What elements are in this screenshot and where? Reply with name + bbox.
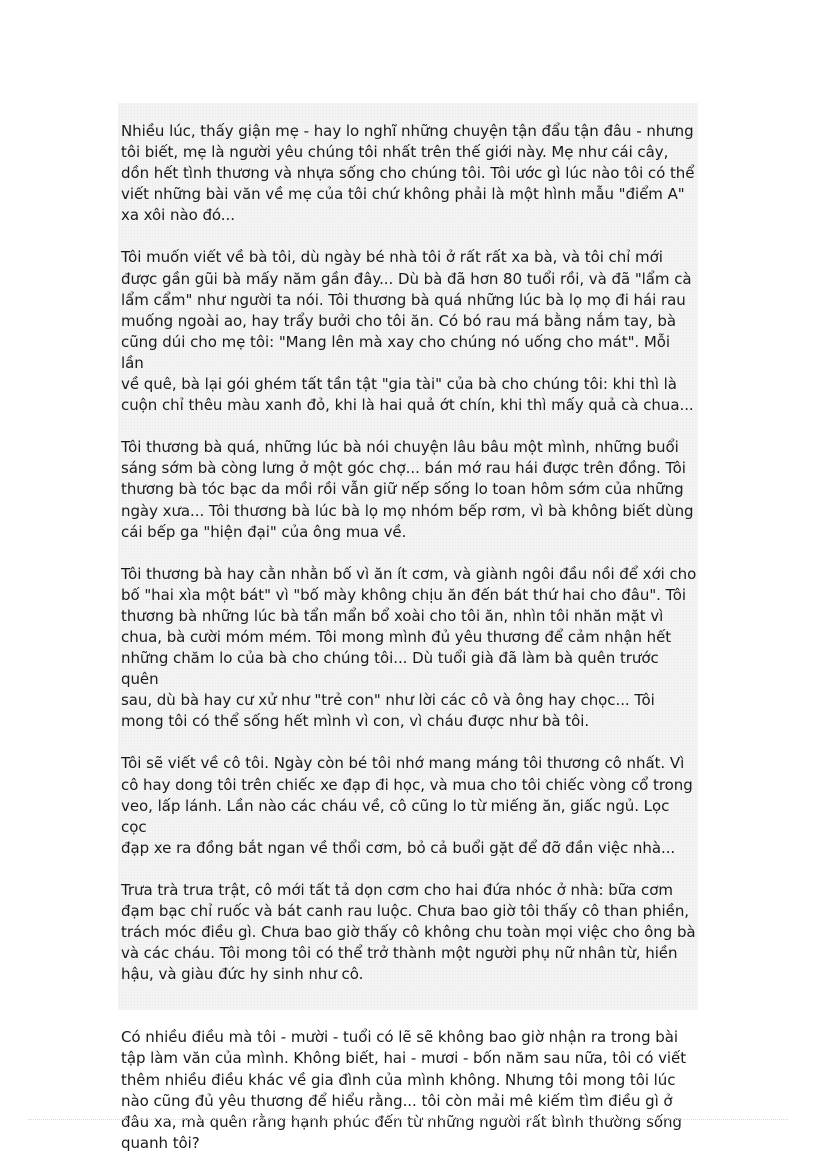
paragraph-spacer <box>121 543 697 564</box>
paragraph-spacer <box>121 416 697 437</box>
paragraph-6: Trưa trà trưa trật, cô mới tất tả dọn cơm cho hai đứa nhóc ở nhà: bữa cơm đạm bạc chỉ ruốc và bát canh rau luộc. Chưa bao giờ tôi thấy cô than phiền, trách móc điều gì. Chưa bao giờ thấy cô không chu toàn mọi việc cho ông bà và các cháu. Tôi mong tôi có thể trở thành một người phụ nữ nhân từ, hiền hậu, và giàu đức hy sinh như cô. <box>121 880 696 984</box>
paragraph-7: Có nhiều điều mà tôi - mười - tuổi có lẽ sẽ không bao giờ nhận ra trong bài tập làm văn của mình. Không biết, hai - mươi - bốn năm sau nữa, tôi có viết thêm nhiều điều khác về gia đình của mình không. Nhưng tôi mong tôi lúc nào cũng đủ yêu thương để hiểu rằng... tôi còn mải mê kiếm tìm điều gì ở đâu xa, mà quên rằng hạnh phúc đến từ những người rất bình thường sống quanh tôi? <box>121 1028 687 1152</box>
paragraph-3: Tôi thương bà quá, những lúc bà nói chuyện lâu bâu một mình, những buổi sáng sớm bà còng lưng ở một góc chợ... bán mớ rau hái được trên đồng. Tôi thương bà tóc bạc da mồi rồi vẫn giữ nếp sống lo toan hôm sớm của những ngày xưa... Tôi thương bà lúc bà lọ mọ nhóm bếp rơm, vì bà không biết dùng cái bếp ga "hiện đại" của ông mua về. <box>121 438 694 541</box>
paragraph-2: Tôi muốn viết về bà tôi, dù ngày bé nhà tôi ở rất rất xa bà, và tôi chỉ mới được gần gũi bà mấy năm gần đây... Dù bà đã hơn 80 tuổi rồi, và đã "lẩm cà lẩm cẩm" như người ta nói. Tôi thương bà quá những lúc bà lọ mọ đi hái rau muống ngoài ao, hay trẩy bưởi cho tôi ăn. Có bó rau má bằng nắm tay, bà cũng dúi cho mẹ tôi: "Mang lên mà xay cho chúng nó uống cho mát". Mỗi lần về quê, bà lại gói ghém tất tần tật "gia tài" của bà cho chúng tôi: khi thì là cuộn chỉ thêu màu xanh đỏ, khi là hai quả ớt chín, khi thì mấy quả cà chua... <box>121 248 694 415</box>
essay-body <box>121 121 697 1154</box>
paragraph-spacer <box>121 226 697 247</box>
paragraph-spacer <box>121 985 697 1027</box>
paragraph-5: Tôi sẽ viết về cô tôi. Ngày còn bé tôi nhớ mang máng tôi thương cô nhất. Vì cô hay dong tôi trên chiếc xe đạp đi học, và mua cho tôi chiếc vòng cổ trong veo, lấp lánh. Lần nào các cháu về, cô cũng lo từ miếng ăn, giấc ngủ. Lọc cọc đạp xe ra đồng bắt ngan về thổi cơm, bỏ cả buổi gặt để đỡ đần việc nhà... <box>121 754 693 857</box>
paragraph-4: Tôi thương bà hay cằn nhằn bố vì ăn ít cơm, và giành ngôi đầu nồi để xới cho bố "hai xìa một bát" vì "bố mày không chịu ăn đến bát thứ hai cho đâu". Tôi thương bà những lúc bà tẩn mẩn bổ xoài cho tôi ăn, nhìn tôi nhăn mặt vì chua, bà cười móm mém. Tôi mong mình đủ yêu thương để cảm nhận hết những chăm lo của bà cho chúng tôi... Dù tuổi già đã làm bà quên trước quên sau, dù bà hay cư xử như "trẻ con" như lời các cô và ông hay chọc... Tôi mong tôi có thể sống hết mình vì con, vì cháu được như bà tôi. <box>121 564 697 731</box>
paragraph-1: Nhiều lúc, thấy giận mẹ - hay lo nghĩ những chuyện tận đẩu tận đâu - nhưng tôi biết, mẹ là người yêu chúng tôi nhất trên thế giới này. Mẹ như cái cây, dồn hết tình thương và nhựa sống cho chúng tôi. Tôi ước gì lúc nào tôi có thể viết những bài văn về mẹ của tôi chứ không phải là một hình mẫu "điểm A" xa xôi nào đó... <box>121 122 695 225</box>
paragraph-spacer <box>121 732 697 753</box>
paragraph-spacer <box>121 859 697 880</box>
page-bottom-divider <box>28 1119 788 1120</box>
essay-text-block <box>118 103 698 1152</box>
